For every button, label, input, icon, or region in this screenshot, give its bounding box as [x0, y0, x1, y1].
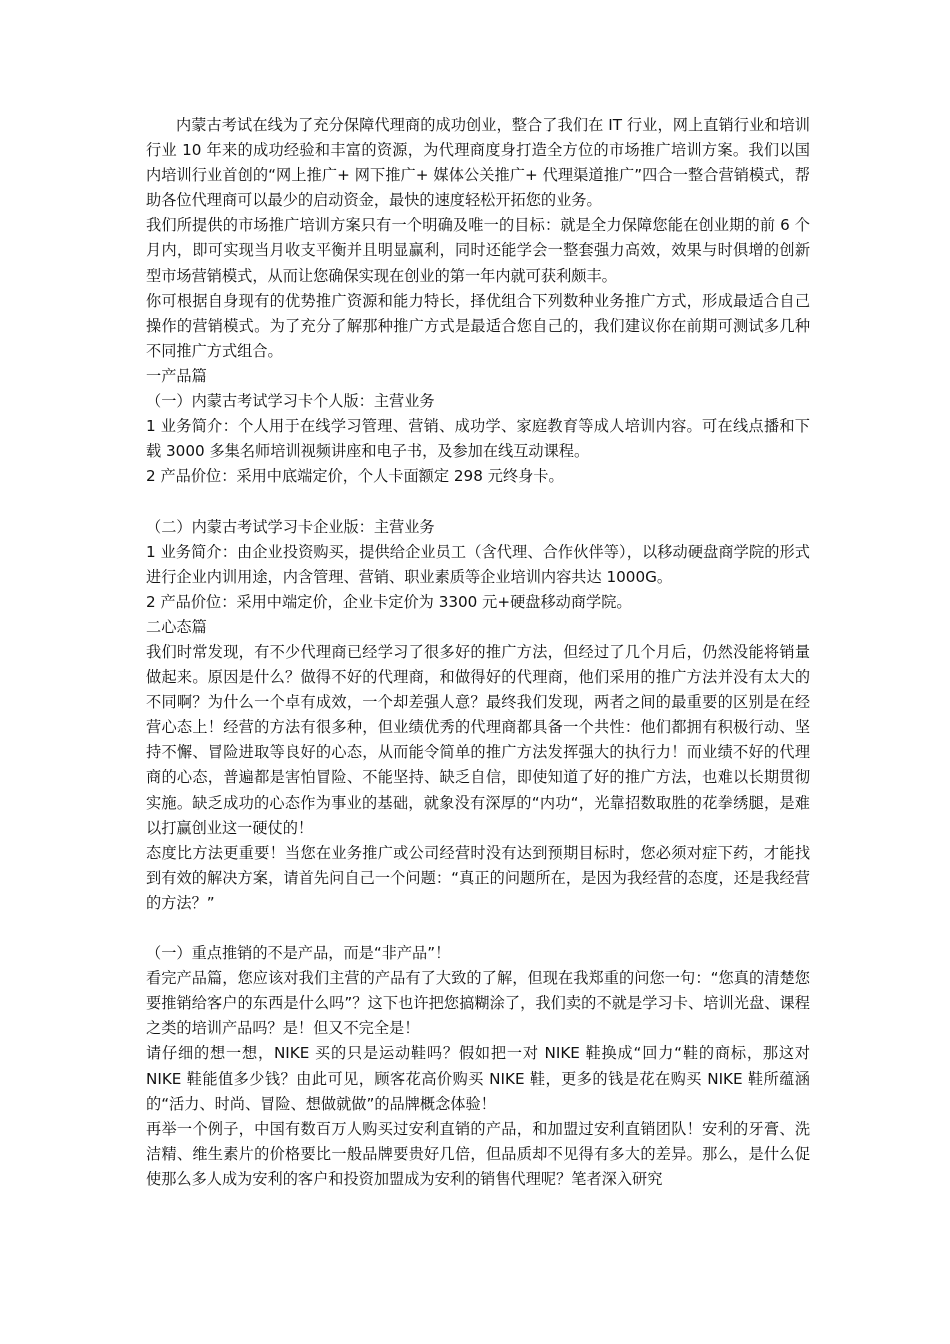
personal-card-price: 2 产品价位：采用中底端定价，个人卡面额定 298 元终身卡。 — [146, 467, 564, 486]
attitude-paragraph: 态度比方法更重要！当您在业务推广或公司经营时没有达到预期目标时，您必须对症下药，才能找到有效的解决方案，请首先问自己一个问题：“真正的问题所在，是因为我经营的态度，还是我经营的方法？” — [146, 843, 810, 912]
mindset-paragraph: 我们时常发现，有不少代理商已经学习了很多好的推广方法，但经过了几个月后，仍然没能将销量做起来。原因是什么？做得不好的代理商，和做得好的代理商，他们采用的推广方法并没有太大的不同啊？为什么一个卓有成效，一个却差强人意？最终我们发现，两者之间的最重要的区别是在经营心态上！经营的方法有很多种，但业绩优秀的代理商都具备一个共性：他们都拥有积极行动、坚持不懈、冒险进取等良好的心态，从而能令简单的推广方法发挥强大的执行力！而业绩不好的代理商的心态，普遍都是害怕冒险、不能坚持、缺乏自信，即使知道了好的推广方法，也难以长期贯彻实施。缺乏成功的心态作为事业的基础，就象没有深厚的“内功“，光靠招数取胜的花拳绣腿，是难以打赢创业这一硬仗的！ — [146, 642, 810, 837]
blank-line — [146, 916, 810, 941]
non-product-paragraph: 看完产品篇，您应该对我们主营的产品有了大致的了解，但现在我郑重的问您一句：“您真的清楚您要推销给客户的东西是什么吗”？这下也许把您搞糊涂了，我们卖的不就是学习卡、培训光盘、课程之类的培训产品吗？是！但又不完全是！ — [146, 969, 810, 1038]
document-body — [146, 113, 810, 1192]
section-heading-products: 一产品篇 — [146, 366, 207, 385]
enterprise-card-intro: 1 业务简介：由企业投资购买，提供给企业员工（含代理、合作伙伴等），以移动硬盘商学院的形式进行企业内训用途，内含管理、营销、职业素质等企业培训内容共达 1000G。 — [146, 542, 810, 586]
subheading-non-product: （一）重点推销的不是产品，而是“非产品”！ — [146, 944, 451, 963]
intro-paragraph: 内蒙古考试在线为了充分保障代理商的成功创业，整合了我们在 IT 行业，网上直销行业和培训行业 10 年来的成功经验和丰富的资源，为代理商度身打造全方位的市场推广培训方案。我们以国内培训行业首创的“网上推广+ 网下推广+ 媒体公关推广+ 代理渠道推广”四合一整合营销模式，帮助各位代理商可以最少的启动资金，最快的速度轻松开拓您的业务。 — [146, 116, 810, 210]
section-heading-mindset: 二心态篇 — [146, 617, 207, 636]
goal-paragraph: 我们所提供的市场推广培训方案只有一个明确及唯一的目标：就是全力保障您能在创业期的前 6 个月内，即可实现当月收支平衡并且明显赢利，同时还能学会一整套强力高效，效果与时俱增的创新型市场营销模式，从而让您确保实现在创业的第一年内就可获利颇丰。 — [146, 216, 810, 285]
subheading-enterprise-card: （二）内蒙古考试学习卡企业版：主营业务 — [146, 517, 435, 536]
combination-paragraph: 你可根据自身现有的优势推广资源和能力特长，择优组合下列数种业务推广方式，形成最适合自己操作的营销模式。为了充分了解那种推广方式是最适合您自己的，我们建议你在前期可测试多几种不同推广方式组合。 — [146, 291, 810, 360]
subheading-personal-card: （一）内蒙古考试学习卡个人版：主营业务 — [146, 392, 435, 411]
amway-paragraph: 再举一个例子，中国有数百万人购买过安利直销的产品，和加盟过安利直销团队！安利的牙膏、洗洁精、维生素片的价格要比一般品牌要贵好几倍，但品质却不见得有多大的差异。那么，是什么促使那么多人成为安利的客户和投资加盟成为安利的销售代理呢？笔者深入研究 — [146, 1119, 810, 1188]
nike-paragraph: 请仔细的想一想，NIKE 买的只是运动鞋吗？假如把一对 NIKE 鞋换成“回力“鞋的商标，那这对 NIKE 鞋能值多少钱？由此可见，顾客花高价购买 NIKE 鞋，更多的钱是花在购买 NIKE 鞋所蕴涵的“活力、时尚、冒险、想做就做”的品牌概念体验！ — [146, 1044, 810, 1113]
blank-line — [146, 489, 810, 514]
enterprise-card-price: 2 产品价位：采用中端定价，企业卡定价为 3300 元+硬盘移动商学院。 — [146, 592, 632, 611]
personal-card-intro: 1 业务简介：个人用于在线学习管理、营销、成功学、家庭教育等成人培训内容。可在线点播和下载 3000 多集名师培训视频讲座和电子书，及参加在线互动课程。 — [146, 417, 810, 461]
